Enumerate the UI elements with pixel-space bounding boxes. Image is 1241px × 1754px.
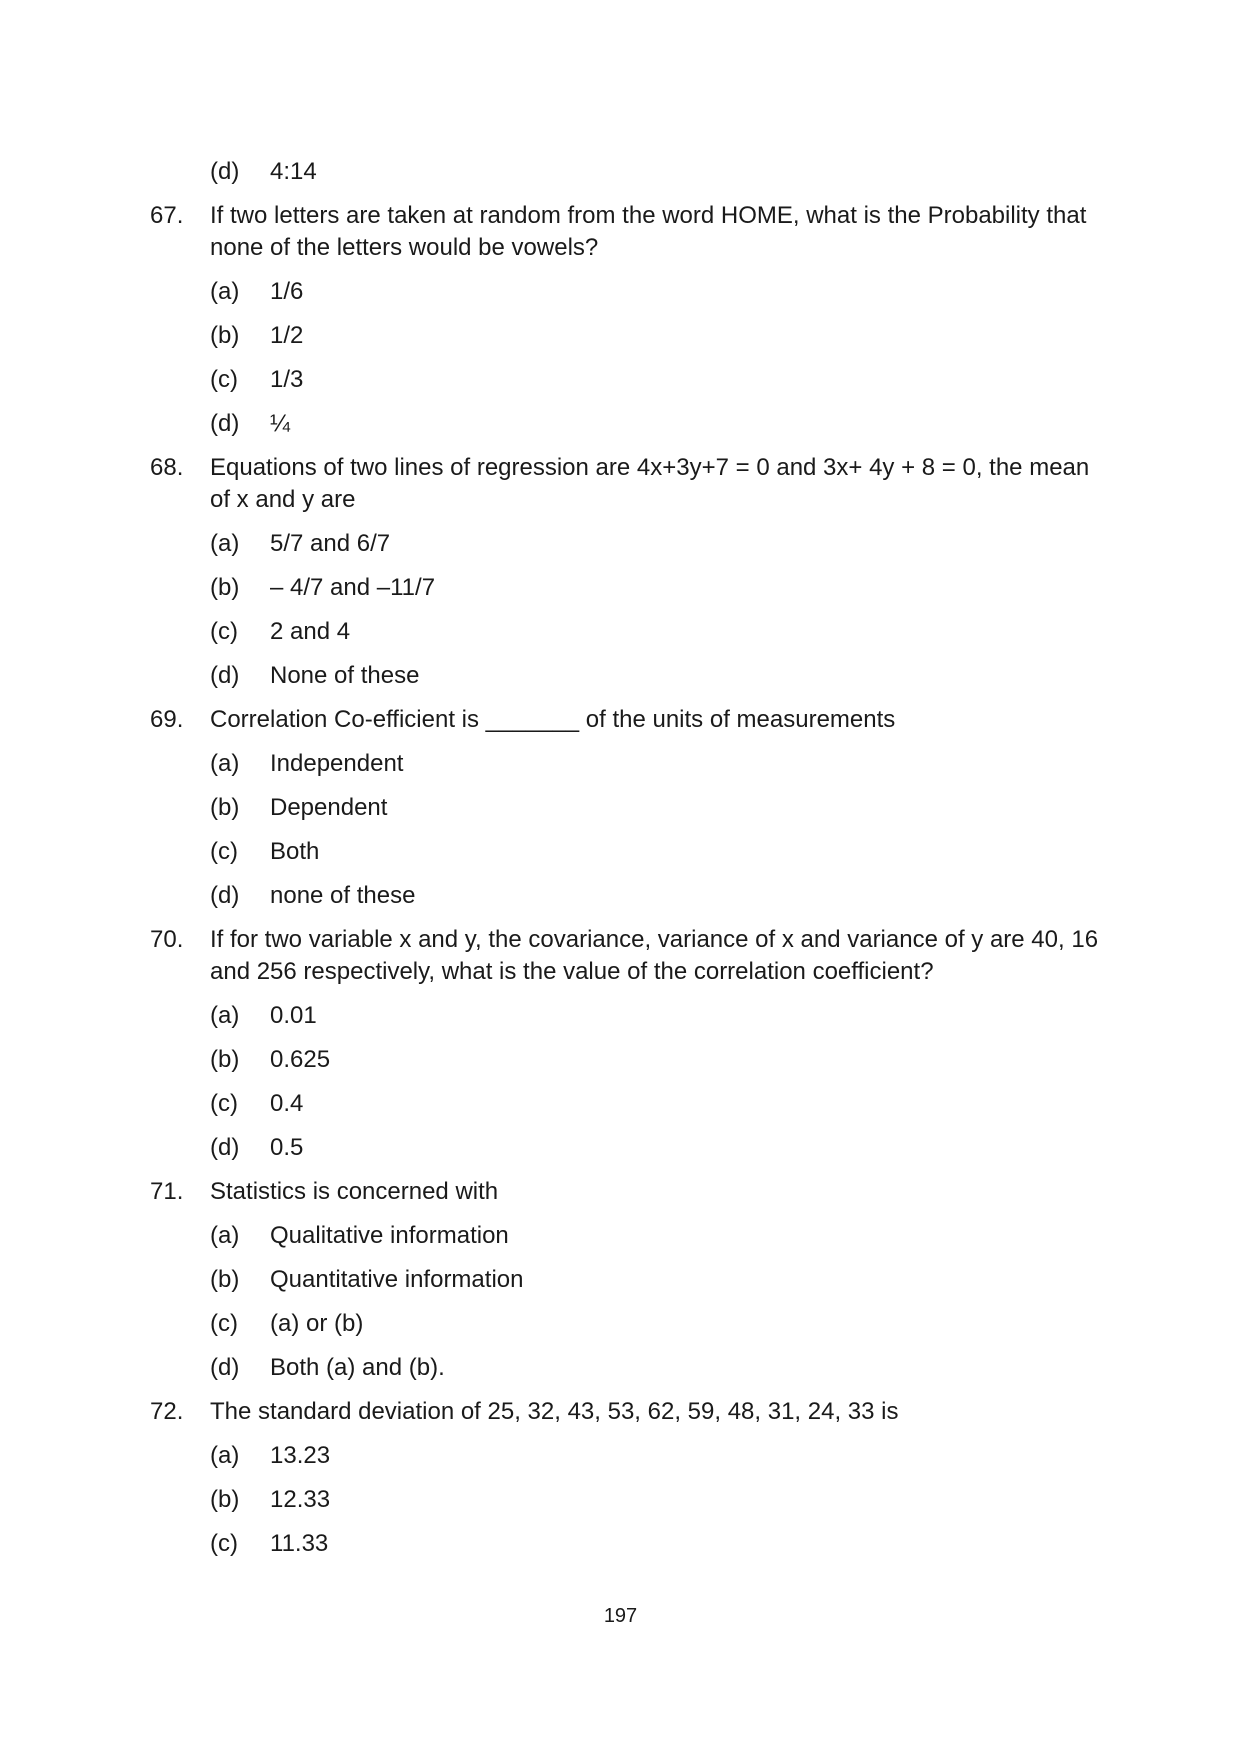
- option-list: [150, 270, 1100, 446]
- option-list: [150, 1214, 1100, 1390]
- option-text: 0.4: [270, 1090, 304, 1117]
- option-text: 0.01: [270, 1002, 317, 1029]
- answer-option: [150, 786, 1100, 830]
- answer-option: [150, 1434, 1100, 1478]
- option-list: [150, 1434, 1100, 1566]
- questions-container: [150, 194, 1100, 1566]
- option-text: 0.5: [270, 1134, 304, 1161]
- answer-option: [150, 1126, 1100, 1170]
- answer-option: [150, 522, 1100, 566]
- option-label: (d): [210, 410, 240, 437]
- answer-option: [150, 1082, 1100, 1126]
- option-label: (b): [210, 1266, 240, 1293]
- option-label: (c): [210, 618, 238, 645]
- question-number: 69.: [150, 706, 184, 733]
- option-label: (a): [210, 750, 240, 777]
- question-stem: [150, 918, 1100, 994]
- option-label: (d): [210, 662, 240, 689]
- answer-option: [150, 874, 1100, 918]
- question-text: If for two variable x and y, the covariance, variance of x and variance of y are 40, 16 and 256 respectively, what is the value of the correlation coefficient?: [210, 926, 1099, 985]
- question-number: 71.: [150, 1178, 184, 1205]
- answer-option: [150, 1346, 1100, 1390]
- option-text: (a) or (b): [270, 1310, 364, 1337]
- option-text: 11.33: [270, 1530, 329, 1557]
- option-label: (c): [210, 1090, 238, 1117]
- answer-option: [150, 402, 1100, 446]
- option-label: (b): [210, 322, 240, 349]
- option-text: Quantitative information: [270, 1266, 524, 1293]
- answer-option: [150, 742, 1100, 786]
- option-text: Qualitative information: [270, 1222, 509, 1249]
- option-label: (d): [210, 158, 240, 185]
- question-68: [150, 446, 1100, 698]
- option-text: Dependent: [270, 794, 388, 821]
- option-label: (a): [210, 1002, 240, 1029]
- question-text: If two letters are taken at random from the word HOME, what is the Probability that none of the letters would be vowels?: [210, 202, 1087, 261]
- answer-option: [150, 314, 1100, 358]
- option-label: (b): [210, 574, 240, 601]
- option-text: none of these: [270, 882, 416, 909]
- page-number: 197: [603, 1605, 638, 1627]
- option-label: (d): [210, 882, 240, 909]
- option-text: None of these: [270, 662, 420, 689]
- answer-option: [150, 1038, 1100, 1082]
- option-label: (d): [210, 1134, 240, 1161]
- option-label: (c): [210, 1530, 238, 1557]
- option-list: [150, 522, 1100, 698]
- option-label: (c): [210, 1310, 238, 1337]
- option-text: – 4/7 and –11/7: [270, 574, 436, 601]
- answer-option: [150, 270, 1100, 314]
- answer-option: [150, 830, 1100, 874]
- option-label: (a): [210, 530, 240, 557]
- question-stem: [150, 1170, 1100, 1214]
- question-text: Statistics is concerned with: [210, 1178, 499, 1205]
- option-label: (a): [210, 1442, 240, 1469]
- question-69: [150, 698, 1100, 918]
- option-text: 4:14: [270, 158, 317, 185]
- question-71: [150, 1170, 1100, 1390]
- option-label: (b): [210, 1046, 240, 1073]
- question-stem: [150, 194, 1100, 270]
- option-text: 13.23: [270, 1442, 331, 1469]
- option-label: (d): [210, 1354, 240, 1381]
- option-text: 12.33: [270, 1486, 331, 1513]
- option-label: (a): [210, 278, 240, 305]
- question-stem: [150, 698, 1100, 742]
- option-text: 0.625: [270, 1046, 331, 1073]
- question-stem: [150, 446, 1100, 522]
- question-number: 67.: [150, 202, 184, 229]
- answer-option: [150, 358, 1100, 402]
- option-text: ¼: [270, 410, 291, 437]
- question-text: Correlation Co-efficient is _______ of the units of measurements: [210, 706, 896, 733]
- answer-option: [150, 610, 1100, 654]
- answer-option: [150, 566, 1100, 610]
- question-number: 70.: [150, 926, 184, 953]
- answer-option: [150, 1478, 1100, 1522]
- question-text: Equations of two lines of regression are 4x+3y+7 = 0 and 3x+ 4y + 8 = 0, the mean of x and y are: [210, 454, 1090, 513]
- answer-option: [150, 654, 1100, 698]
- option-text: 2 and 4: [270, 618, 351, 645]
- option-label: (b): [210, 1486, 240, 1513]
- option-text: Both: [270, 838, 320, 865]
- option-text: Independent: [270, 750, 404, 777]
- carryover-option: [150, 150, 1100, 194]
- option-text: 1/3: [270, 366, 304, 393]
- option-label: (c): [210, 838, 238, 865]
- option-list: [150, 742, 1100, 918]
- option-label: (b): [210, 794, 240, 821]
- question-list: [150, 150, 1100, 1566]
- question-number: 68.: [150, 454, 184, 481]
- answer-option: [150, 1302, 1100, 1346]
- question-72: [150, 1390, 1100, 1566]
- option-text: 1/2: [270, 322, 304, 349]
- option-text: 1/6: [270, 278, 304, 305]
- question-number: 72.: [150, 1398, 184, 1425]
- option-text: 5/7 and 6/7: [270, 530, 391, 557]
- answer-option: [150, 1522, 1100, 1566]
- question-67: [150, 194, 1100, 446]
- option-label: (c): [210, 366, 238, 393]
- question-text: The standard deviation of 25, 32, 43, 53, 62, 59, 48, 31, 24, 33 is: [210, 1398, 899, 1425]
- question-stem: [150, 1390, 1100, 1434]
- answer-option: [150, 1214, 1100, 1258]
- answer-option: [150, 1258, 1100, 1302]
- question-70: [150, 918, 1100, 1170]
- answer-option: [150, 994, 1100, 1038]
- option-label: (a): [210, 1222, 240, 1249]
- option-list: [150, 994, 1100, 1170]
- option-text: Both (a) and (b).: [270, 1354, 445, 1381]
